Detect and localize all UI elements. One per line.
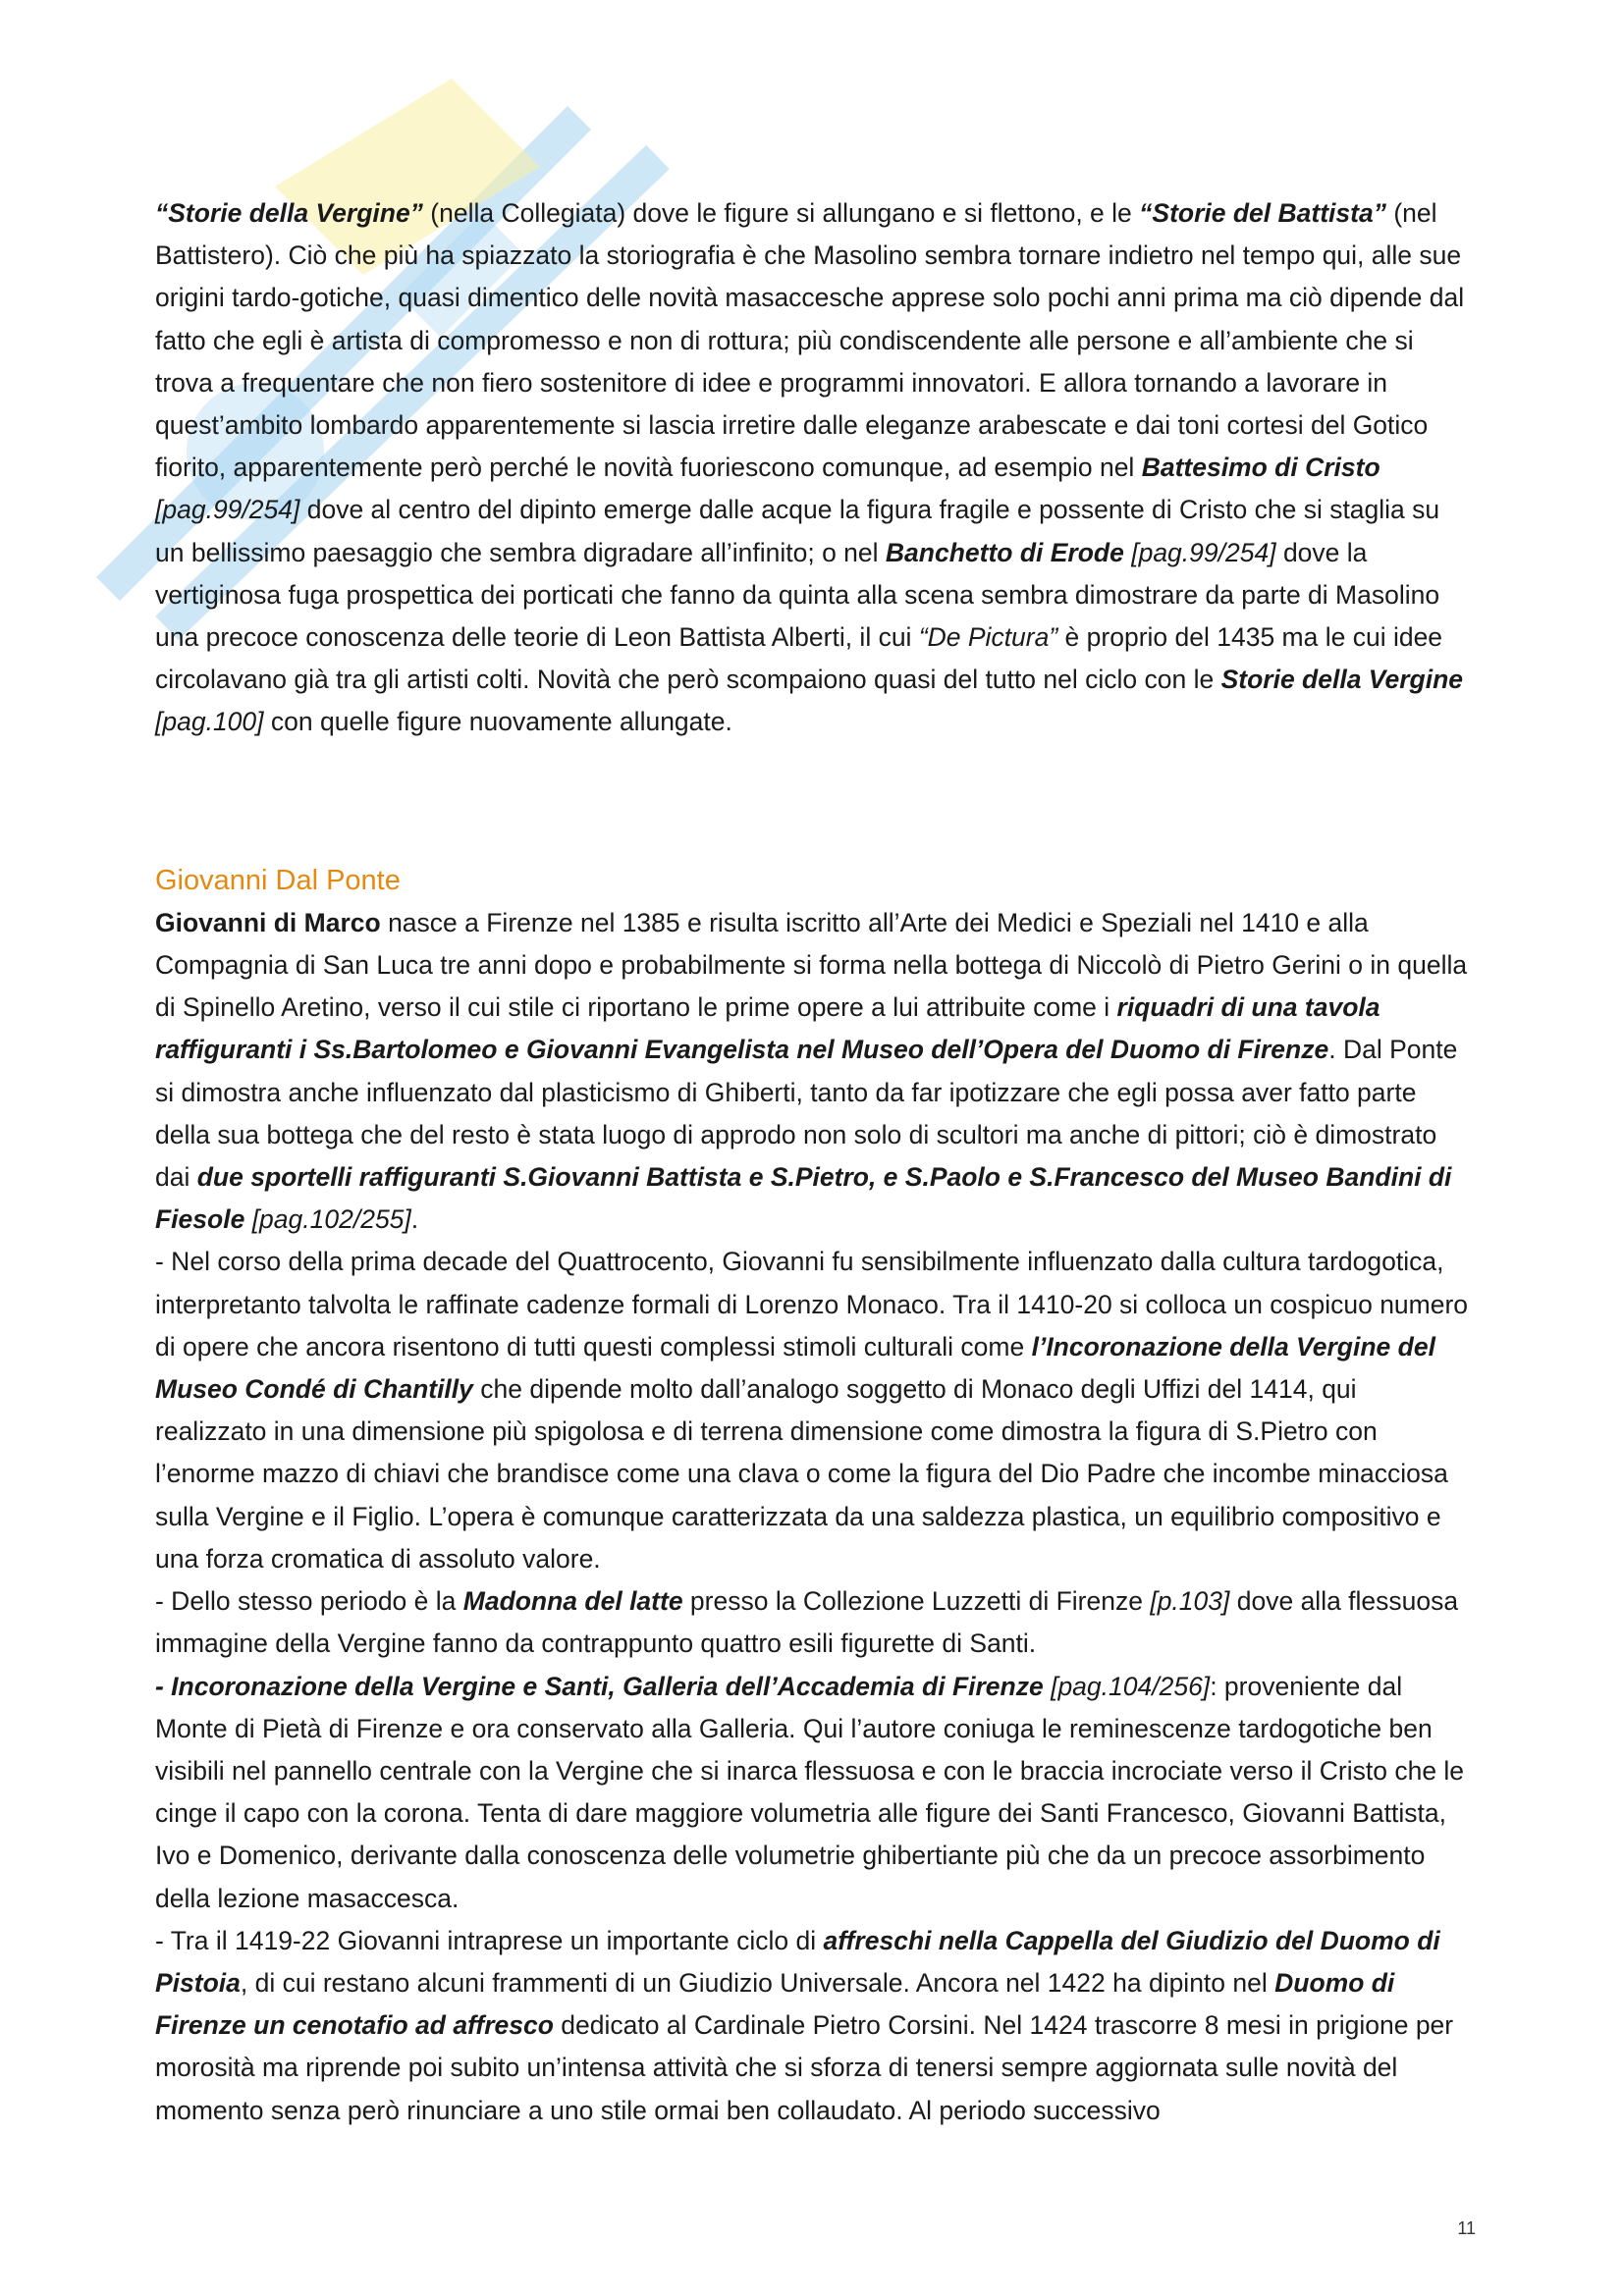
text-run: dove alla flessuosa immagine della Vergine fanno da contrappunto quattro esili figurette di Santi. (155, 1586, 1459, 1659)
section-giovanni-dal-ponte (155, 902, 1471, 2132)
emphasis-text: [pag.99/254] (1123, 537, 1276, 567)
text-run: . Dal Ponte si dimostra anche influenzato dal plasticismo di Ghiberti, tanto da far ipotizzare che egli possa aver fatto parte della sua bottega che del resto è stata luogo di approdo non solo di scultori ma anche di pittori; ciò è dimostrato dai (155, 1035, 1458, 1193)
body-text (155, 192, 1471, 2132)
paragraph (155, 1580, 1471, 1665)
emphasis-text: due sportelli raffiguranti S.Giovanni Battista e S.Pietro, e S.Paolo e S.Francesco del Museo Bandini di Fiesole (155, 1162, 1452, 1235)
text-run: che dipende molto dall’analogo soggetto di Monaco degli Uffizi del 1414, qui realizzato in una dimensione più spigolosa e di terrena dimensione come dimostra la figura di S.Pietro con l’enorme mazzo di chiavi che brandisce come una clava o come la figura del Dio Padre che incombe minacciosa sulla Vergine e il Figlio. L’opera è comunque caratterizzata da una saldezza plastica, un equilibrio compositivo e una forza cromatica di assoluto valore. (155, 1374, 1448, 1574)
emphasis-text: riquadri di una tavola raffiguranti i Ss.Bartolomeo e Giovanni Evangelista nel Museo dell’Opera del Duomo di Firenze (155, 992, 1380, 1065)
text-run: dedicato al Cardinale Pietro Corsini. Nel 1424 trascorre 8 mesi in prigione per morosità ma riprende poi subito un’intensa attività che si sforza di tenersi sempre aggiornata sulle novità del momento senza però rinunciare a uno stile ormai ben collaudato. Al periodo successivo (155, 2010, 1454, 2125)
text-run: - Nel corso della prima decade del Quattrocento, Giovanni fu sensibilmente influenzato dalla cultura tardogotica, interpretanto talvolta le raffinate cadenze formali di Lorenzo Monaco. Tra il 1410-20 si colloca un cospicuo numero di opere che ancora risentono di tutti questi complessi stimoli culturali come (155, 1247, 1469, 1362)
emphasis-text: “Storie del Battista” (1139, 198, 1386, 228)
text-run: (nella Collegiata) dove le figure si allungano e si flettono, e le (422, 198, 1140, 228)
emphasis-text: [p.103] (1150, 1586, 1230, 1617)
text-run: - Dello stesso periodo è la (155, 1586, 463, 1617)
text-run: (nel Battistero). Ciò che più ha spiazzato la storiografia è che Masolino sembra tornare indietro nel tempo qui, alle sue origini tardo-gotiche, quasi dimentico delle novità masaccesche apprese solo pochi anni prima ma ciò dipende dal fatto che egli è artista di compromesso e non di rottura; più condiscendente alle persone e all’ambiente che si trova a frequentare che non fiero sostenitore di idee e programmi innovatori. E allora tornando a lavorare in quest’ambito lombardo apparentemente si lascia irretire dalle eleganze arabescate e dai toni cortesi del Gotico fiorito, apparentemente però perché le novità fuoriescono comunque, ad esempio nel (155, 198, 1465, 483)
text-run: : proveniente dal Monte di Pietà di Firenze e ora conservato alla Galleria. Qui l’autore coniuga le reminescenze tardogotiche ben visibili nel pannello centrale con la Vergine che si inarca flessuosa e con le braccia incrociate verso il Cristo che le cinge il capo con la corona. Tenta di dare maggiore volumetria alle figure dei Santi Francesco, Giovanni Battista, Ivo e Domenico, derivante dalla conoscenza delle volumetrie ghibertiante più che da un precoce assorbimento della lezione masaccesca. (155, 1671, 1465, 1913)
paragraph (155, 1666, 1471, 1920)
emphasis-text: “Storie della Vergine” (155, 198, 423, 228)
text-run: , di cui restano alcuni frammenti di un Giudizio Universale. Ancora nel 1422 ha dipinto nel (240, 1967, 1275, 1998)
emphasis-text: Madonna del latte (462, 1586, 683, 1617)
emphasis-text: affreschi nella Cappella del Giudizio del Duomo di Pistoia (155, 1925, 1440, 1998)
paragraph (155, 1241, 1471, 1580)
text-run: è proprio del 1435 ma le cui idee circolavano già tra gli artisti colti. Novità che però scompaiono quasi del tutto nel ciclo con le (155, 622, 1443, 695)
text-run: con quelle figure nuovamente allungate. (263, 707, 732, 737)
emphasis-text: [pag.102/255] (244, 1204, 411, 1235)
text-run: nasce a Firenze nel 1385 e risulta iscritto all’Arte dei Medici e Speziali nel 1410 e alla Compagnia di San Luca tre anni dopo e probabilmente si forma nella bottega di Niccolò di Pietro Gerini o in quella di Spinello Aretino, verso il cui stile ci riportano le prime opere a lui attribuite come i (155, 907, 1468, 1023)
emphasis-text: “De Pictura” (918, 622, 1058, 653)
emphasis-text: Storie della Vergine (1220, 665, 1464, 695)
emphasis-text: [pag.100] (155, 707, 264, 737)
page-number: 11 (1457, 2218, 1476, 2238)
text-run: dove la vertiginosa fuga prospettica dei porticati che fanno da quinta alla scena sembra dimostrare da parte di Masolino una precoce conoscenza delle teorie di Leon Battista Alberti, il cui (155, 537, 1440, 653)
emphasis-text: [pag.99/254] (155, 495, 300, 525)
text-run: presso la Collezione Luzzetti di Firenze (682, 1586, 1151, 1617)
emphasis-text: l’Incoronazione della Vergine del Museo Condé di Chantilly (155, 1331, 1435, 1405)
emphasis-text: Banchetto di Erode (885, 537, 1124, 567)
emphasis-text: Battesimo di Cristo (1141, 453, 1380, 483)
emphasis-text: Giovanni di Marco (155, 907, 381, 937)
paragraph (155, 1920, 1471, 2132)
emphasis-text: Duomo di Firenze un cenotafio ad affresco (155, 1967, 1395, 2041)
text-run: . (410, 1204, 419, 1235)
text-run: - Tra il 1419-22 Giovanni intraprese un importante ciclo di (155, 1925, 824, 1955)
paragraph-masolino (155, 192, 1471, 744)
section-heading: Giovanni Dal Ponte (155, 864, 401, 896)
emphasis-text: [pag.104/256] (1043, 1671, 1211, 1701)
text-run: dove al centro del dipinto emerge dalle acque la figura fragile e possente di Cristo che si staglia su un bellissimo paesaggio che sembra digradare all’infinito; o nel (155, 495, 1440, 567)
emphasis-text: - Incoronazione della Vergine e Santi, Galleria dell’Accademia di Firenze (155, 1671, 1044, 1701)
paragraph (155, 902, 1471, 1242)
section-gap (155, 744, 1471, 860)
